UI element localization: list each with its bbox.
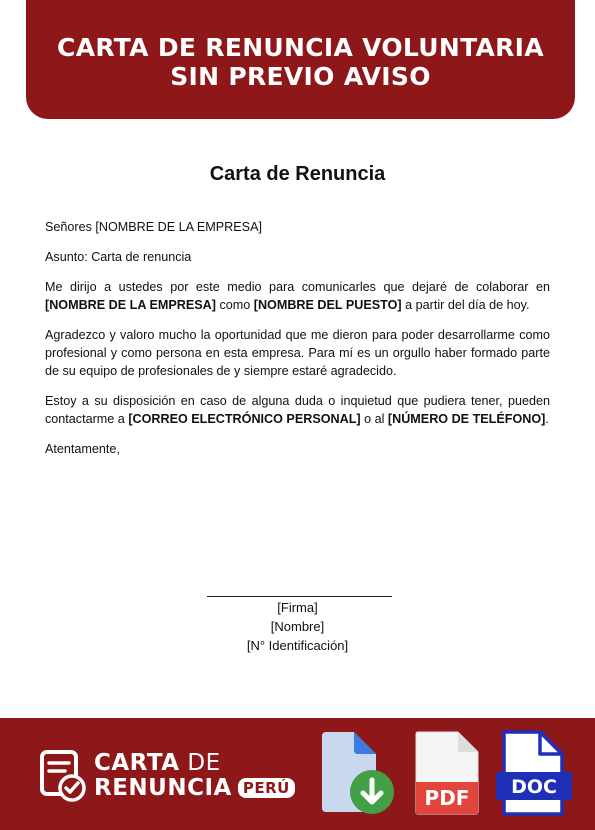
download-file-icon[interactable] — [316, 730, 398, 818]
footer-bar — [0, 718, 595, 830]
subject-line: Asunto: Carta de renuncia — [45, 250, 192, 264]
p1-text-3: a partir del día de hoy. — [401, 298, 530, 312]
signature-id: [N° Identificación] — [246, 638, 349, 653]
title-banner — [26, 0, 575, 119]
paragraph-3 — [45, 392, 550, 428]
company-placeholder: [NOMBRE DE LA EMPRESA] — [45, 298, 216, 312]
closing: Atentamente, — [45, 442, 120, 456]
signature-block — [0, 598, 595, 655]
phone-placeholder: [NÚMERO DE TELÉFONO] — [387, 412, 546, 426]
banner-title-line1: CARTA DE RENUNCIA VOLUNTARIA — [57, 32, 544, 62]
doc-file-icon[interactable] — [496, 730, 574, 818]
brand-carta: CARTA — [94, 750, 180, 776]
brand-peru-badge: PERÚ — [238, 778, 295, 798]
pdf-label: PDF — [424, 786, 470, 810]
signature-nombre: [Nombre] — [270, 619, 325, 634]
email-placeholder: [CORREO ELECTRÓNICO PERSONAL] — [128, 412, 361, 426]
document-title: Carta de Renuncia — [209, 163, 386, 185]
brand-name — [94, 751, 295, 801]
p1-text-2: como — [215, 298, 254, 312]
paragraph-2: Agradezco y valoro mucho la oportunidad que me dieron para poder desarrollarme como profesional y como persona en esta empresa. Para mí es un orgullo haber formado parte de su equipo de profesionales de y siempre estaré agradecido. — [45, 328, 550, 378]
signature-firma: [Firma] — [277, 600, 318, 615]
banner-title-line2: SIN PREVIO AVISO — [170, 61, 431, 91]
pdf-file-icon[interactable] — [412, 730, 482, 818]
p3-text-3: . — [545, 412, 549, 426]
document-check-icon — [40, 750, 86, 802]
position-placeholder: [NOMBRE DEL PUESTO] — [253, 298, 402, 312]
salutation: Señores [NOMBRE DE LA EMPRESA] — [45, 220, 262, 234]
signature-line — [207, 596, 392, 597]
letter-body — [45, 218, 550, 470]
brand-logo[interactable] — [40, 748, 295, 804]
p3-text-1: Estoy a su disposición en caso de alguna duda o inquietud que pudiera tener, pueden contactarme a — [45, 394, 550, 426]
p1-text-1: Me dirijo a ustedes por este medio para comunicarles que dejaré de colaborar en — [45, 280, 550, 294]
brand-renuncia: RENUNCIA — [94, 775, 232, 801]
brand-de: DE — [179, 750, 221, 776]
paragraph-1 — [45, 278, 550, 314]
p3-text-2: o al — [360, 412, 388, 426]
doc-label: DOC — [511, 776, 557, 798]
